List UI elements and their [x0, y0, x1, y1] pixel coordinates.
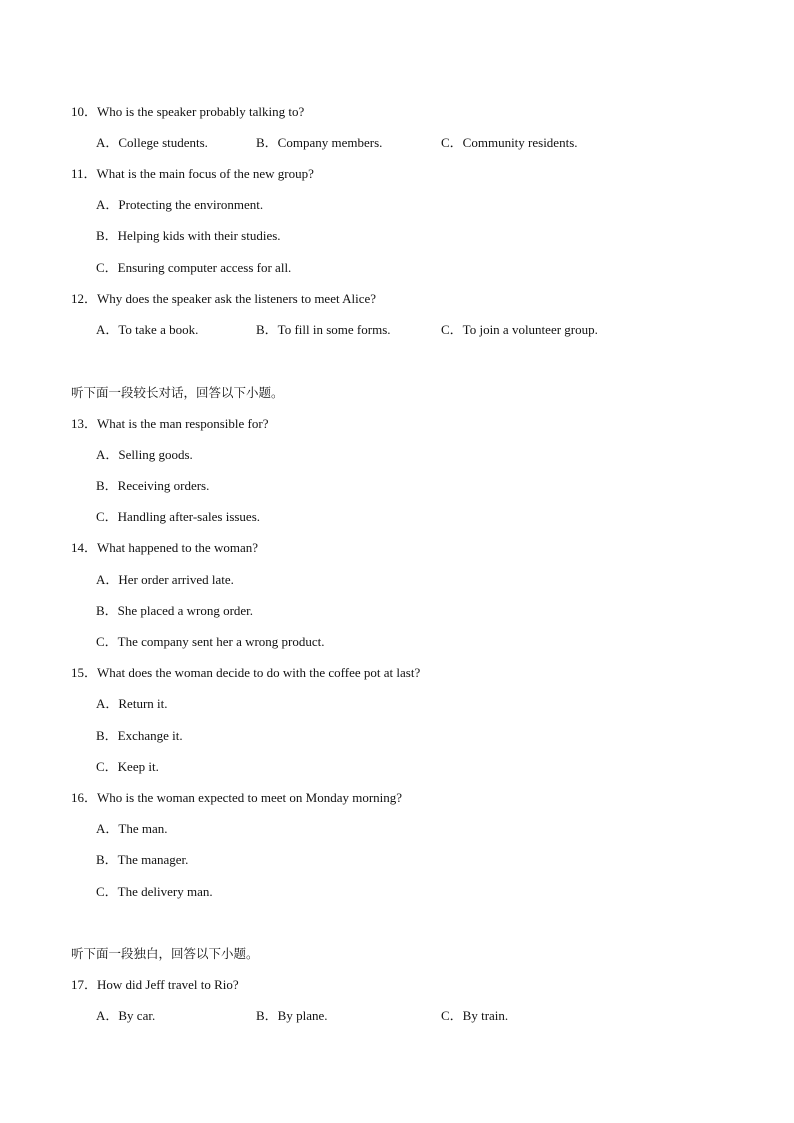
q14-option-b: B．She placed a wrong order. — [96, 603, 254, 618]
question-10: 10．Who is the speaker probably talking to? — [71, 104, 305, 119]
question-12: 12．Why does the speaker ask the listeners to meet Alice? — [71, 291, 377, 306]
q16-option-b: B．The manager. — [96, 852, 189, 867]
q17-option-a: A．By car. — [96, 1008, 156, 1023]
q12-option-a: A．To take a book. — [96, 322, 199, 337]
question-17: 17．How did Jeff travel to Rio? — [71, 977, 239, 992]
q14-option-c: C．The company sent her a wrong product. — [96, 634, 325, 649]
q17-option-b: B．By plane. — [256, 1008, 328, 1023]
q13-option-b: B．Receiving orders. — [96, 478, 210, 493]
q14-option-a: A．Her order arrived late. — [96, 572, 234, 587]
question-14: 14．What happened to the woman? — [71, 540, 258, 555]
q11-option-a: A．Protecting the environment. — [96, 197, 264, 212]
q11-option-c: C．Ensuring computer access for all. — [96, 260, 292, 275]
q10-option-a: A．College students. — [96, 135, 208, 150]
q11-option-b: B．Helping kids with their studies. — [96, 228, 281, 243]
question-13: 13．What is the man responsible for? — [71, 416, 269, 431]
q13-option-c: C．Handling after-sales issues. — [96, 509, 261, 524]
question-15: 15．What does the woman decide to do with the coffee pot at last? — [71, 665, 421, 680]
q15-option-c: C．Keep it. — [96, 759, 159, 774]
question-11: 11．What is the main focus of the new group? — [71, 166, 314, 181]
q13-option-a: A．Selling goods. — [96, 447, 193, 462]
q10-option-c: C．Community residents. — [441, 135, 578, 150]
q16-option-a: A．The man. — [96, 821, 168, 836]
q15-option-b: B．Exchange it. — [96, 728, 183, 743]
section-heading-monologue: 听下面一段独白，回答以下小题。 — [71, 946, 259, 961]
q12-option-c: C．To join a volunteer group. — [441, 322, 598, 337]
question-16: 16．Who is the woman expected to meet on Monday morning? — [71, 790, 403, 805]
q16-option-c: C．The delivery man. — [96, 884, 213, 899]
q15-option-a: A．Return it. — [96, 696, 168, 711]
q10-option-b: B．Company members. — [256, 135, 383, 150]
q12-option-b: B．To fill in some forms. — [256, 322, 391, 337]
section-heading-long-dialogue: 听下面一段较长对话，回答以下小题。 — [71, 385, 284, 400]
q17-option-c: C．By train. — [441, 1008, 509, 1023]
